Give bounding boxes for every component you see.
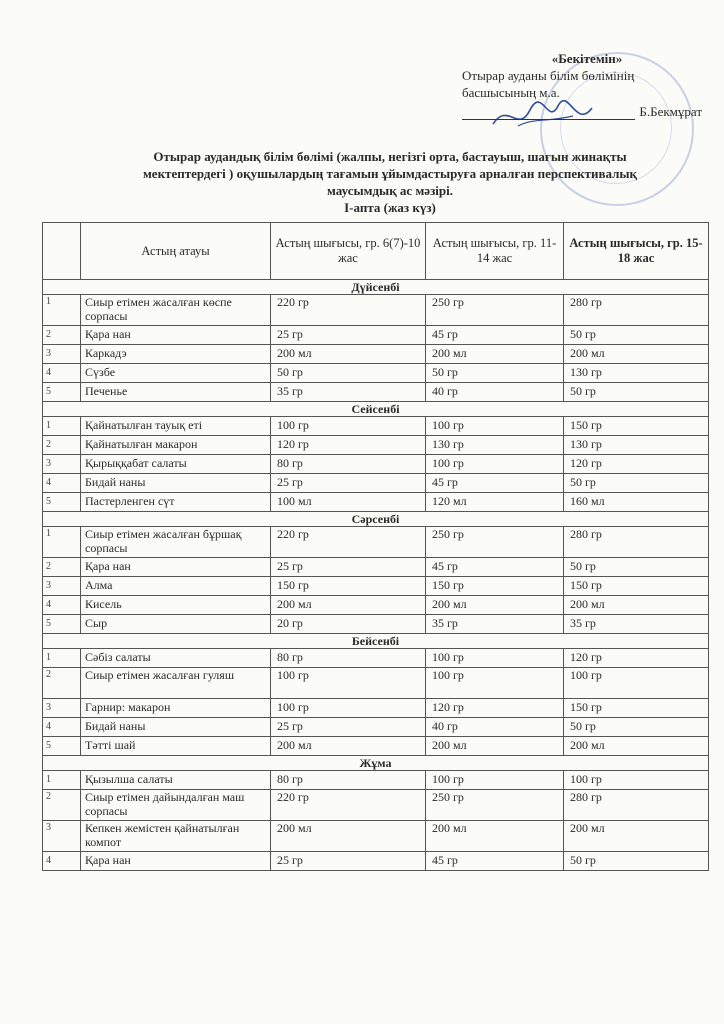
portion-11-14: 130 гр	[426, 436, 564, 455]
portion-6-10: 100 гр	[271, 699, 426, 718]
portion-15-18: 120 гр	[564, 455, 709, 474]
portion-15-18: 150 гр	[564, 699, 709, 718]
day-row	[43, 756, 709, 771]
portion-11-14: 200 мл	[426, 345, 564, 364]
day-name: Жұма	[43, 756, 709, 771]
portion-11-14: 150 гр	[426, 577, 564, 596]
table-row	[43, 383, 709, 402]
table-row	[43, 699, 709, 718]
portion-6-10: 80 гр	[271, 649, 426, 668]
table-row	[43, 345, 709, 364]
portion-6-10: 25 гр	[271, 718, 426, 737]
row-number: 3	[43, 699, 81, 718]
portion-15-18: 50 гр	[564, 558, 709, 577]
portion-11-14: 120 гр	[426, 699, 564, 718]
table-row	[43, 558, 709, 577]
row-number: 1	[43, 295, 81, 326]
header-portion-11-14: Астың шығысы, гр. 11-14 жас	[426, 223, 564, 280]
row-number: 5	[43, 615, 81, 634]
portion-6-10: 200 мл	[271, 345, 426, 364]
table-row	[43, 790, 709, 821]
portion-15-18: 130 гр	[564, 364, 709, 383]
row-number: 4	[43, 596, 81, 615]
dish-name: Сиыр етімен жасалған көспе сорпасы	[81, 295, 271, 326]
dish-name: Қара нан	[81, 852, 271, 871]
row-number: 1	[43, 771, 81, 790]
portion-11-14: 45 гр	[426, 474, 564, 493]
dish-name: Каркадэ	[81, 345, 271, 364]
portion-11-14: 250 гр	[426, 527, 564, 558]
row-number: 5	[43, 737, 81, 756]
table-row	[43, 737, 709, 756]
portion-11-14: 200 мл	[426, 596, 564, 615]
menu-table	[42, 222, 709, 871]
table-row	[43, 364, 709, 383]
heading-line-1: Отырар аудандық білім бөлімі (жалпы, негізгі орта, бастауыш, шағын жинақты	[153, 149, 627, 164]
dish-name: Қара нан	[81, 326, 271, 345]
portion-11-14: 200 мл	[426, 821, 564, 852]
portion-6-10: 100 гр	[271, 668, 426, 699]
portion-6-10: 100 мл	[271, 493, 426, 512]
portion-11-14: 100 гр	[426, 417, 564, 436]
row-number: 5	[43, 493, 81, 512]
portion-15-18: 100 гр	[564, 771, 709, 790]
portion-6-10: 35 гр	[271, 383, 426, 402]
portion-11-14: 50 гр	[426, 364, 564, 383]
dish-name: Алма	[81, 577, 271, 596]
portion-15-18: 280 гр	[564, 790, 709, 821]
portion-15-18: 35 гр	[564, 615, 709, 634]
table-row	[43, 596, 709, 615]
row-number: 1	[43, 649, 81, 668]
portion-6-10: 220 гр	[271, 790, 426, 821]
row-number: 1	[43, 527, 81, 558]
row-number: 5	[43, 383, 81, 402]
approval-position-line1: Отырар ауданы білім бөлімінің	[462, 68, 635, 83]
portion-6-10: 200 мл	[271, 596, 426, 615]
dish-name: Гарнир: макарон	[81, 699, 271, 718]
table-row	[43, 527, 709, 558]
day-row	[43, 402, 709, 417]
dish-name: Қырыққабат салаты	[81, 455, 271, 474]
day-row	[43, 512, 709, 527]
row-number: 4	[43, 474, 81, 493]
portion-11-14: 100 гр	[426, 455, 564, 474]
day-row	[43, 280, 709, 295]
row-number: 3	[43, 455, 81, 474]
portion-15-18: 200 мл	[564, 737, 709, 756]
portion-15-18: 120 гр	[564, 649, 709, 668]
table-row	[43, 649, 709, 668]
table-row	[43, 436, 709, 455]
dish-name: Бидай наны	[81, 718, 271, 737]
dish-name: Сиыр етімен жасалған гуляш	[81, 668, 271, 699]
approval-title: «Бекітемін»	[551, 51, 623, 66]
portion-11-14: 100 гр	[426, 649, 564, 668]
dish-name: Сиыр етімен жасалған бұршақ сорпасы	[81, 527, 271, 558]
menu-table-header	[43, 223, 709, 280]
portion-6-10: 25 гр	[271, 474, 426, 493]
portion-11-14: 100 гр	[426, 771, 564, 790]
row-number: 3	[43, 577, 81, 596]
row-number: 1	[43, 417, 81, 436]
portion-15-18: 200 мл	[564, 596, 709, 615]
day-row	[43, 634, 709, 649]
portion-15-18: 150 гр	[564, 417, 709, 436]
day-name: Сейсенбі	[43, 402, 709, 417]
day-name: Сәрсенбі	[43, 512, 709, 527]
portion-15-18: 280 гр	[564, 295, 709, 326]
dish-name: Қайнатылған макарон	[81, 436, 271, 455]
day-name: Бейсенбі	[43, 634, 709, 649]
table-row	[43, 668, 709, 699]
portion-15-18: 200 мл	[564, 821, 709, 852]
table-row	[43, 474, 709, 493]
dish-name: Кисель	[81, 596, 271, 615]
table-row	[43, 577, 709, 596]
portion-6-10: 220 гр	[271, 295, 426, 326]
portion-6-10: 120 гр	[271, 436, 426, 455]
portion-15-18: 280 гр	[564, 527, 709, 558]
signature-blank	[462, 105, 635, 120]
row-number: 3	[43, 345, 81, 364]
row-number: 2	[43, 326, 81, 345]
day-name: Дүйсенбі	[43, 280, 709, 295]
row-number: 2	[43, 436, 81, 455]
table-row	[43, 615, 709, 634]
dish-name: Сиыр етімен дайындалған маш сорпасы	[81, 790, 271, 821]
heading-line-4: І-апта (жаз күз)	[344, 200, 436, 215]
portion-15-18: 100 гр	[564, 668, 709, 699]
portion-15-18: 50 гр	[564, 326, 709, 345]
portion-6-10: 100 гр	[271, 417, 426, 436]
portion-6-10: 80 гр	[271, 455, 426, 474]
portion-6-10: 25 гр	[271, 326, 426, 345]
header-portion-15-18: Астың шығысы, гр. 15-18 жас	[564, 223, 709, 280]
portion-15-18: 50 гр	[564, 474, 709, 493]
portion-11-14: 250 гр	[426, 790, 564, 821]
dish-name: Қайнатылған тауық еті	[81, 417, 271, 436]
portion-11-14: 200 мл	[426, 737, 564, 756]
table-row	[43, 852, 709, 871]
portion-6-10: 150 гр	[271, 577, 426, 596]
dish-name: Сүзбе	[81, 364, 271, 383]
approval-signature-line	[462, 103, 702, 120]
table-row	[43, 821, 709, 852]
portion-6-10: 220 гр	[271, 527, 426, 558]
dish-name: Сәбіз салаты	[81, 649, 271, 668]
portion-11-14: 45 гр	[426, 558, 564, 577]
approval-block	[462, 50, 702, 120]
portion-15-18: 50 гр	[564, 718, 709, 737]
portion-15-18: 160 мл	[564, 493, 709, 512]
dish-name: Тәтті шай	[81, 737, 271, 756]
portion-6-10: 200 мл	[271, 737, 426, 756]
portion-6-10: 25 гр	[271, 852, 426, 871]
row-number: 4	[43, 364, 81, 383]
dish-name: Сыр	[81, 615, 271, 634]
dish-name: Кепкен жемістен қайнатылған компот	[81, 821, 271, 852]
portion-6-10: 80 гр	[271, 771, 426, 790]
heading-line-2: мектептердегі ) оқушылардың тағамын ұйымдастыруға арналған перспективалық	[142, 166, 638, 181]
table-row	[43, 417, 709, 436]
portion-11-14: 45 гр	[426, 852, 564, 871]
row-number: 3	[43, 821, 81, 852]
header-portion-6-10: Астың шығысы, гр. 6(7)-10 жас	[271, 223, 426, 280]
table-row	[43, 326, 709, 345]
dish-name: Қара нан	[81, 558, 271, 577]
approval-signer: Б.Бекмұрат	[639, 104, 702, 119]
row-number: 2	[43, 668, 81, 699]
portion-6-10: 50 гр	[271, 364, 426, 383]
portion-11-14: 120 мл	[426, 493, 564, 512]
dish-name: Қызылша салаты	[81, 771, 271, 790]
document-heading	[90, 148, 690, 216]
table-row	[43, 771, 709, 790]
dish-name: Печенье	[81, 383, 271, 402]
portion-11-14: 250 гр	[426, 295, 564, 326]
approval-position-line2: басшысының м.а.	[462, 85, 560, 100]
portion-11-14: 45 гр	[426, 326, 564, 345]
table-row	[43, 718, 709, 737]
portion-6-10: 20 гр	[271, 615, 426, 634]
portion-6-10: 200 мл	[271, 821, 426, 852]
table-row	[43, 493, 709, 512]
table-row	[43, 295, 709, 326]
portion-11-14: 40 гр	[426, 383, 564, 402]
heading-line-3: маусымдық ас мәзірі.	[326, 183, 454, 198]
portion-11-14: 35 гр	[426, 615, 564, 634]
portion-15-18: 130 гр	[564, 436, 709, 455]
portion-15-18: 50 гр	[564, 383, 709, 402]
row-number: 2	[43, 558, 81, 577]
header-number-cell	[43, 223, 81, 280]
row-number: 4	[43, 718, 81, 737]
portion-11-14: 100 гр	[426, 668, 564, 699]
portion-6-10: 25 гр	[271, 558, 426, 577]
portion-15-18: 50 гр	[564, 852, 709, 871]
portion-15-18: 150 гр	[564, 577, 709, 596]
table-row	[43, 455, 709, 474]
dish-name: Бидай наны	[81, 474, 271, 493]
header-dish-name: Астың атауы	[81, 223, 271, 280]
row-number: 2	[43, 790, 81, 821]
row-number: 4	[43, 852, 81, 871]
dish-name: Пастерленген сүт	[81, 493, 271, 512]
portion-11-14: 40 гр	[426, 718, 564, 737]
portion-15-18: 200 мл	[564, 345, 709, 364]
